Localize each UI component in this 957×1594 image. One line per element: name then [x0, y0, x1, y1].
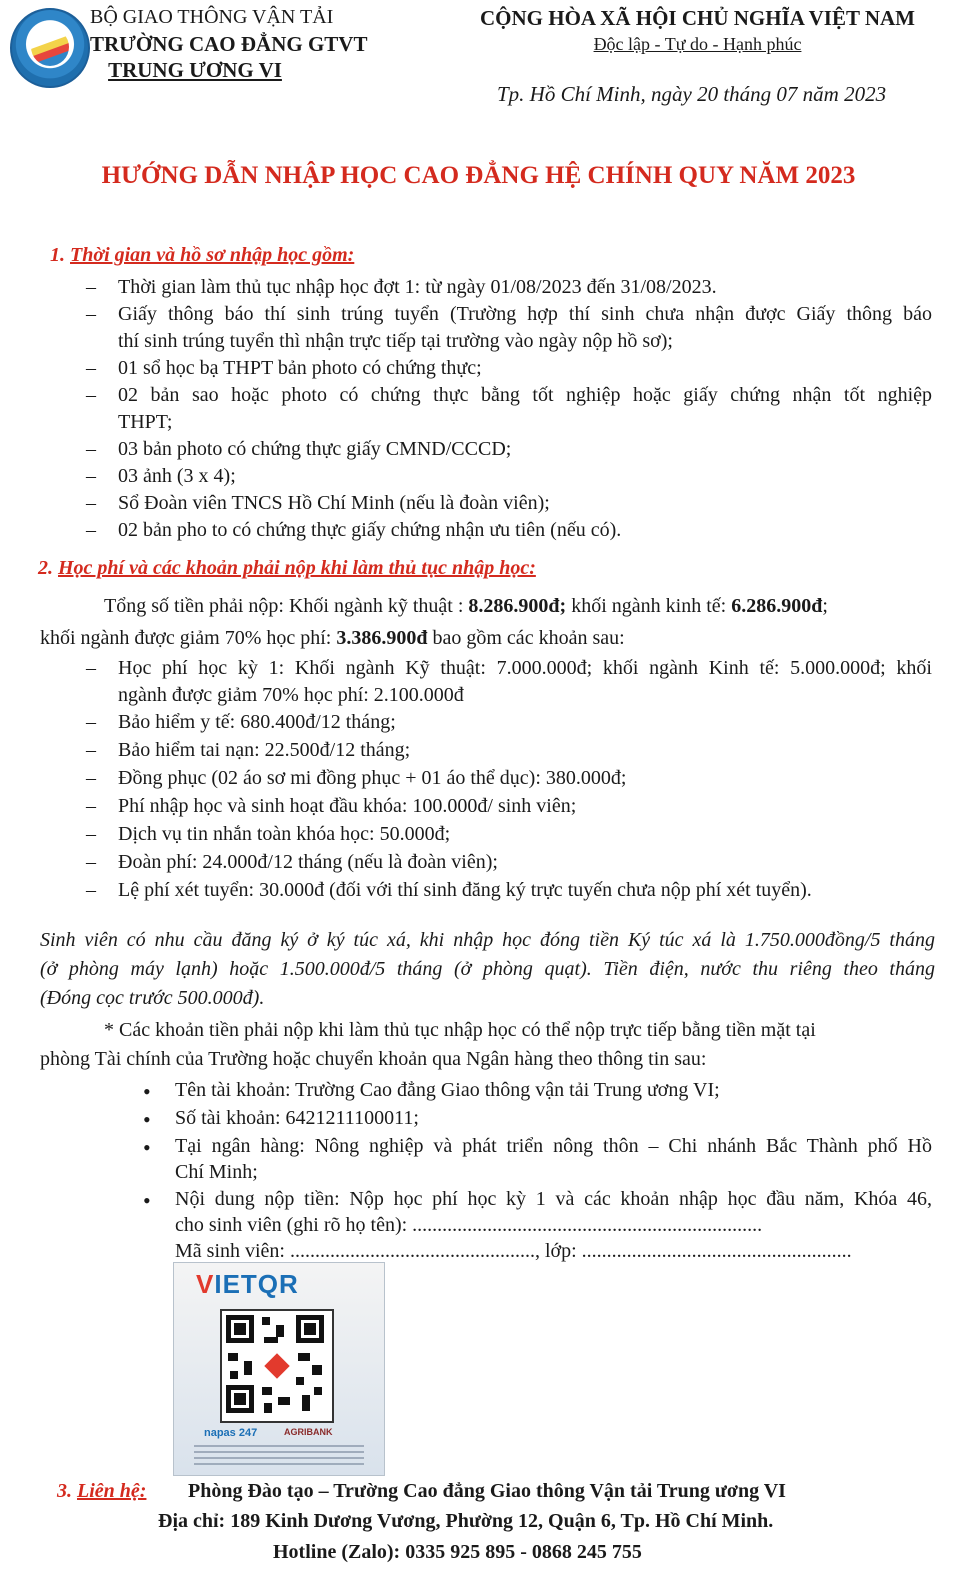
napas-logo: napas 247	[204, 1427, 258, 1439]
bank-branch: • Tại ngân hàng: Nông nghiệp và phát triển nông thôn – Chi nhánh Bắc Thành phố Hồ	[175, 1135, 932, 1158]
list-item: – 03 bản photo có chứng thực giấy CMND/CCCD;	[118, 438, 511, 461]
payment-content-continuation: cho sinh viên (ghi rõ họ tên): ......................................................................	[175, 1214, 763, 1236]
reduced-fees-line	[40, 627, 625, 650]
list-item: – Sổ Đoàn viên TNCS Hồ Chí Minh (nếu là đoàn viên);	[118, 492, 550, 515]
bank-account-number: • Số tài khoản: 6421211100011;	[175, 1107, 419, 1130]
list-item: – 01 sổ học bạ THPT bản photo có chứng thực;	[118, 357, 482, 380]
total-mid: khối ngành kinh tế:	[566, 595, 732, 617]
section1-number: 1.	[50, 244, 65, 266]
fee-item: – Đoàn phí: 24.000đ/12 tháng (nếu là đoàn viên);	[118, 851, 498, 874]
section2-heading	[38, 557, 536, 580]
fee-item: – Đồng phục (02 áo sơ mi đồng phục + 01 áo thể dục): 380.000đ;	[118, 767, 626, 790]
vietqr-payment-card	[173, 1262, 385, 1476]
agribank-logo: AGRIBANK	[284, 1427, 333, 1437]
section3-heading	[57, 1480, 146, 1503]
dorm-note-line: (Đóng cọc trước 500.000đ).	[40, 987, 265, 1009]
fee-item: – Dịch vụ tin nhắn toàn khóa học: 50.000đ;	[118, 823, 450, 846]
reduced-suffix: bao gồm các khoản sau:	[427, 627, 625, 649]
qr-code	[220, 1309, 334, 1423]
national-motto: Độc lập - Tự do - Hạnh phúc	[593, 34, 802, 54]
total-end: ;	[822, 595, 828, 617]
contact-hotline: Hotline (Zalo): 0335 925 895 - 0868 245 755	[273, 1541, 642, 1563]
list-item-continuation: THPT;	[118, 411, 173, 433]
total-tech-amount: 8.286.900đ;	[468, 595, 567, 617]
section1-heading	[50, 244, 354, 267]
section1-title: Thời gian và hồ sơ nhập học gồm:	[70, 244, 355, 266]
total-prefix: Tổng số tiền phải nộp: Khối ngành kỹ thuật :	[104, 595, 469, 617]
document-date: Tp. Hồ Chí Minh, ngày 20 tháng 07 năm 2023	[497, 82, 887, 106]
vietqr-logo: VIETQR	[196, 1269, 299, 1299]
section3-number: 3.	[57, 1480, 72, 1502]
vietqr-heart-icon	[264, 1353, 289, 1378]
section3-title: Liên hệ:	[77, 1480, 147, 1502]
page-title: HƯỚNG DẪN NHẬP HỌC CAO ĐẲNG HỆ CHÍNH QUY NĂM 2023	[101, 162, 856, 189]
fee-item: – Phí nhập học và sinh hoạt đầu khóa: 100.000đ/ sinh viên;	[118, 795, 576, 818]
total-fees-line	[104, 595, 828, 618]
payment-note-line: phòng Tài chính của Trường hoặc chuyển khoản qua Ngân hàng theo thông tin sau:	[40, 1048, 707, 1070]
list-item: – Thời gian làm thủ tục nhập học đợt 1: từ ngày 01/08/2023 đến 31/08/2023.	[118, 276, 717, 299]
payment-note-line: * Các khoản tiền phải nộp khi làm thủ tục nhập học có thể nộp trực tiếp bằng tiền mặt tại	[104, 1019, 816, 1041]
reduced-prefix: khối ngành được giảm 70% học phí:	[40, 627, 337, 649]
school-name-line2: TRUNG ƯƠNG VI	[108, 58, 282, 82]
logo-emblem	[31, 28, 69, 66]
contact-address: Địa chỉ: 189 Kinh Dương Vương, Phường 12, Quận 6, Tp. Hồ Chí Minh.	[158, 1510, 774, 1532]
fee-item: – Bảo hiểm tai nạn: 22.500đ/12 tháng;	[118, 739, 410, 762]
fee-item: – Học phí học kỳ 1: Khối ngành Kỹ thuật: 7.000.000đ; khối ngành Kinh tế: 5.000.000đ; khối	[118, 657, 932, 680]
bank-branch-continuation: Chí Minh;	[175, 1161, 258, 1183]
contact-office: Phòng Đào tạo – Trường Cao đẳng Giao thông Vận tải Trung ương VI	[188, 1480, 786, 1502]
school-name-line1: TRƯỜNG CAO ĐẲNG GTVT	[90, 32, 368, 56]
bank-account-name: • Tên tài khoản: Trường Cao đẳng Giao thông vận tải Trung ương VI;	[175, 1079, 720, 1102]
fee-item: – Lệ phí xét tuyển: 30.000đ (đối với thí sinh đăng ký trực tuyến chưa nộp phí xét tuyển).	[118, 879, 812, 902]
student-id-field: Mã sinh viên: ................................................., lớp: ......................................................	[175, 1240, 852, 1262]
total-econ-amount: 6.286.900đ	[731, 595, 823, 617]
ministry-name: BỘ GIAO THÔNG VẬN TẢI	[90, 6, 334, 28]
qr-account-details	[194, 1445, 364, 1467]
list-item-continuation: thí sinh trúng tuyển thì nhận trực tiếp tại trường vào ngày nộp hồ sơ);	[118, 330, 673, 352]
payment-content: • Nội dung nộp tiền: Nộp học phí học kỳ 1 và các khoản nhập học đầu năm, Khóa 46,	[175, 1188, 932, 1211]
list-item: – Giấy thông báo thí sinh trúng tuyển (Trường hợp thí sinh chưa nhận được Giấy thông báo	[118, 303, 932, 326]
list-item: – 02 bản sao hoặc photo có chứng thực bằng tốt nghiệp hoặc giấy chứng nhận tốt nghiệp	[118, 384, 932, 407]
section2-title: Học phí và các khoản phải nộp khi làm thủ tục nhập học:	[58, 557, 536, 579]
school-logo	[10, 8, 90, 88]
fee-item: – Bảo hiểm y tế: 680.400đ/12 tháng;	[118, 711, 396, 734]
dorm-note-line: (ở phòng máy lạnh) hoặc 1.500.000đ/5 tháng (ở phòng quạt). Tiền điện, nước thu riêng theo tháng	[40, 958, 935, 980]
list-item: – 03 ảnh (3 x 4);	[118, 465, 236, 488]
republic-title: CỘNG HÒA XÃ HỘI CHỦ NGHĨA VIỆT NAM	[479, 6, 916, 30]
dorm-note-line: Sinh viên có nhu cầu đăng ký ở ký túc xá, khi nhập học đóng tiền Ký túc xá là 1.750.000đồng/5 tháng	[40, 929, 935, 951]
fee-item-continuation: ngành được giảm 70% học phí: 2.100.000đ	[118, 684, 464, 706]
section2-number: 2.	[38, 557, 53, 579]
total-reduced-amount: 3.386.900đ	[336, 627, 428, 649]
list-item: – 02 bản pho to có chứng thực giấy chứng nhận ưu tiên (nếu có).	[118, 519, 621, 542]
